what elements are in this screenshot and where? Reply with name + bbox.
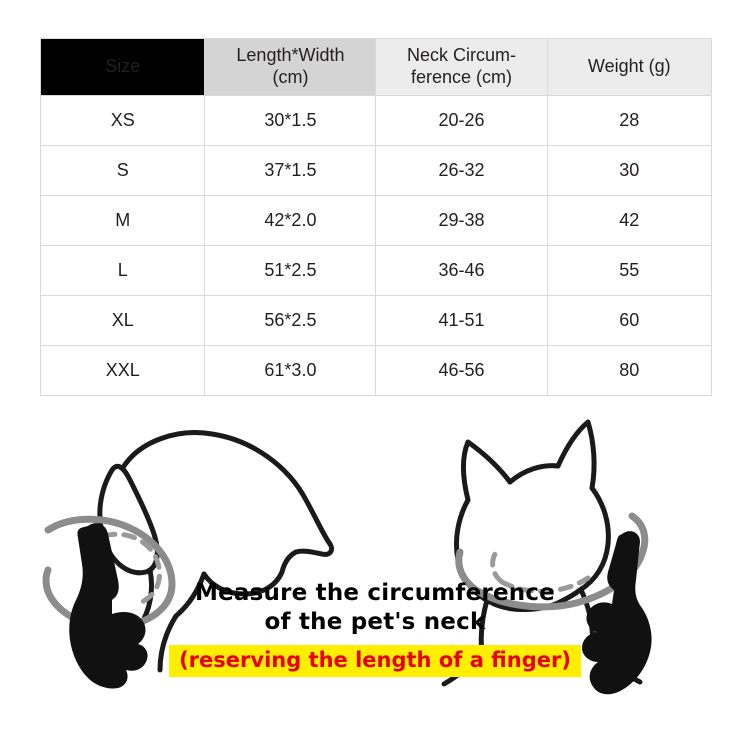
column-header-size-label: Size xyxy=(105,56,141,77)
column-header-size xyxy=(41,39,205,96)
column-header-neck-circumference-line2: ference (cm) xyxy=(411,67,513,87)
cell-neck: 26-32 xyxy=(376,146,547,196)
column-header-length-width xyxy=(205,39,376,96)
cell-weight: 55 xyxy=(547,246,711,296)
cell-size: M xyxy=(41,196,205,246)
table-body xyxy=(41,96,712,396)
cell-neck: 46-56 xyxy=(376,346,547,396)
measurement-illustration xyxy=(0,404,750,750)
table-header-row xyxy=(41,39,712,96)
cell-size: XXL xyxy=(41,346,205,396)
column-header-length-width-line1: Length*Width xyxy=(236,45,345,66)
table-row xyxy=(41,246,712,296)
cell-weight: 80 xyxy=(547,346,711,396)
column-header-length-width-line2: (cm) xyxy=(272,67,309,87)
table-row xyxy=(41,346,712,396)
column-header-weight xyxy=(547,39,711,96)
cell-length-width: 51*2.5 xyxy=(205,246,376,296)
cell-size: XS xyxy=(41,96,205,146)
caption-line-2: of the pet's neck xyxy=(264,608,486,635)
cell-weight: 42 xyxy=(547,196,711,246)
cell-length-width: 30*1.5 xyxy=(205,96,376,146)
table-row xyxy=(41,96,712,146)
highlight-note: (reserving the length of a finger) xyxy=(169,645,581,677)
column-header-neck-circumference-line1: Neck Circum- xyxy=(407,45,517,66)
column-header-neck-circumference xyxy=(376,39,547,96)
table-row xyxy=(41,146,712,196)
illustration-svg xyxy=(0,404,750,750)
cell-size: S xyxy=(41,146,205,196)
cell-length-width: 42*2.0 xyxy=(205,196,376,246)
column-header-weight-label: Weight (g) xyxy=(587,56,671,77)
cell-length-width: 61*3.0 xyxy=(205,346,376,396)
cell-neck: 29-38 xyxy=(376,196,547,246)
cell-length-width: 56*2.5 xyxy=(205,296,376,346)
size-chart-table xyxy=(40,38,712,396)
cell-size: L xyxy=(41,246,205,296)
highlight-note-container xyxy=(0,645,750,677)
cell-neck: 41-51 xyxy=(376,296,547,346)
cell-weight: 30 xyxy=(547,146,711,196)
table-row xyxy=(41,296,712,346)
dashed-neck-line-right xyxy=(493,552,588,591)
table-row xyxy=(41,196,712,246)
cell-neck: 20-26 xyxy=(376,96,547,146)
cell-length-width: 37*1.5 xyxy=(205,146,376,196)
cell-neck: 36-46 xyxy=(376,246,547,296)
cell-size: XL xyxy=(41,296,205,346)
cell-weight: 28 xyxy=(547,96,711,146)
caption-line-1: Measure the circumference xyxy=(195,580,555,606)
cell-weight: 60 xyxy=(547,296,711,346)
table-header xyxy=(41,39,712,96)
size-chart-table-container xyxy=(40,38,712,396)
